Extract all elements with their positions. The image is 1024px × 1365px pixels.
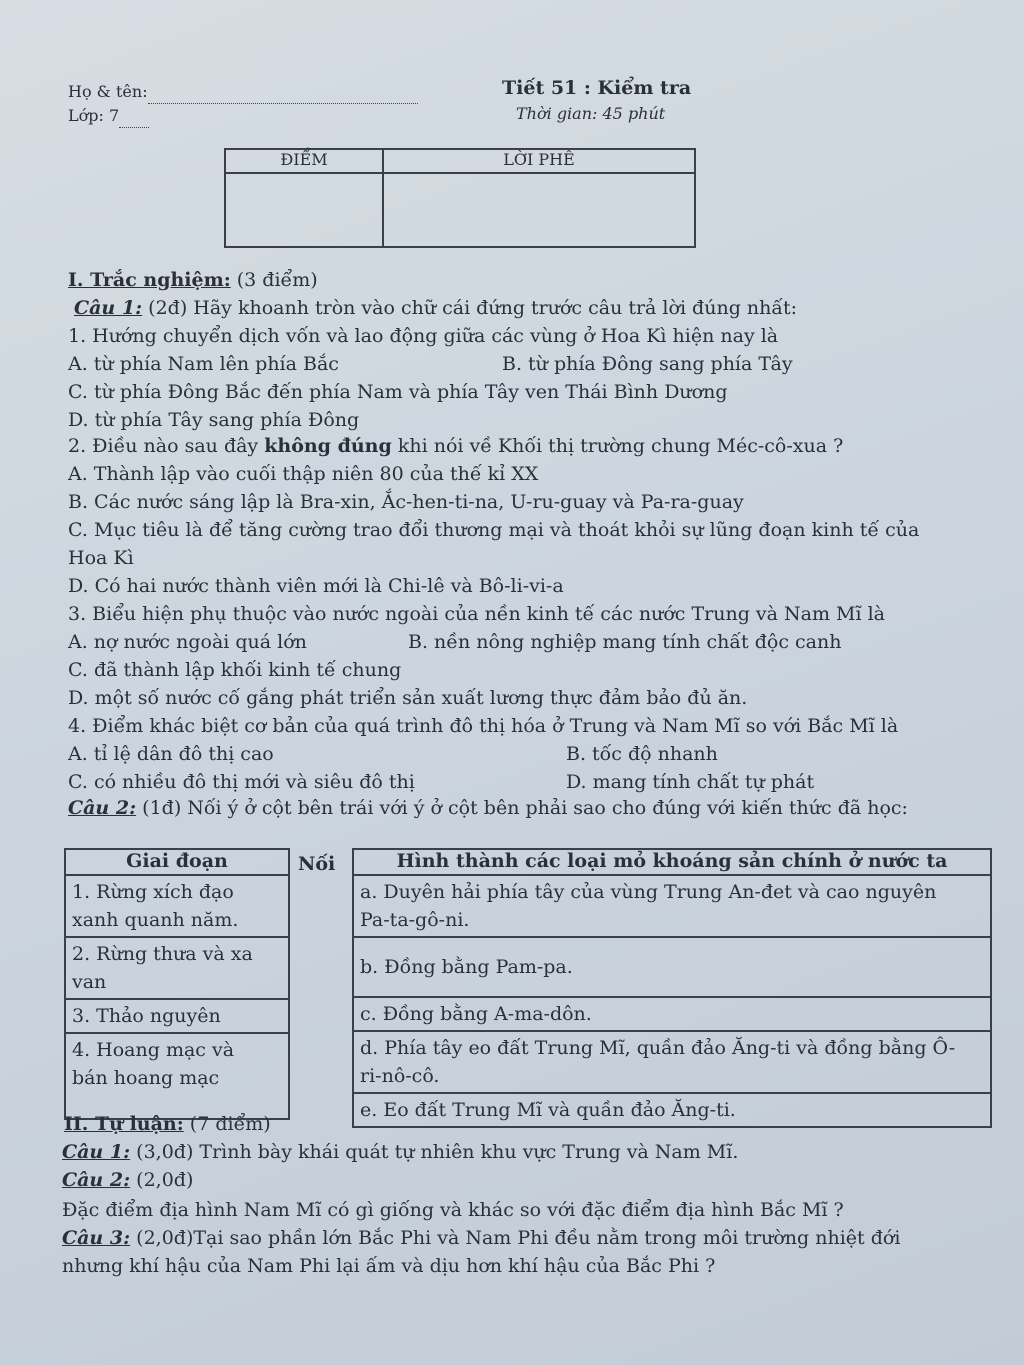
right-item-c[interactable] (353, 997, 991, 1031)
right-item-d-line2: ri-nô-cô. (360, 1065, 440, 1087)
comment-header: LỜI PHÊ (383, 149, 695, 173)
right-item-e-line1: e. Eo đất Trung Mĩ và quần đảo Ăng-ti. (360, 1099, 736, 1121)
essay-q2 (62, 1168, 193, 1192)
exam-title: Tiết 51 : Kiểm tra (502, 77, 692, 99)
essay-q2-body: Đặc điểm địa hình Nam Mĩ có gì giống và khác so với đặc điểm địa hình Bắc Mĩ ? (62, 1199, 844, 1221)
option-2c-cont: Hoa Kì (68, 547, 134, 569)
essay-q3-label: Câu 3: (62, 1227, 131, 1249)
left-item-4-line2: bán hoang mạc (72, 1067, 220, 1089)
question-4: 4. Điểm khác biệt cơ bản của quá trình đô thị hóa ở Trung và Nam Mĩ so với Bắc Mĩ là (68, 715, 899, 737)
right-item-d[interactable] (353, 1031, 991, 1093)
right-item-a-line2: Pa-ta-gô-ni. (360, 909, 470, 931)
essay-q2-label: Câu 2: (62, 1169, 131, 1191)
q1-instruction (74, 296, 797, 320)
option-1a[interactable]: A. từ phía Nam lên phía Bắc (68, 353, 339, 375)
exam-time: Thời gian: 45 phút (516, 104, 666, 123)
option-1d[interactable]: D. từ phía Tây sang phía Đông (68, 409, 360, 431)
right-item-a[interactable] (353, 875, 991, 937)
part2-heading-line (64, 1112, 271, 1136)
left-header: Giai đoạn (65, 849, 289, 875)
right-item-a-line1: a. Duyên hải phía tây của vùng Trung An-đet và cao nguyên (360, 881, 937, 903)
option-3a[interactable]: A. nợ nước ngoài quá lớn (68, 631, 307, 653)
left-item-2-line1: 2. Rừng thưa và xa (72, 943, 253, 965)
class-field (68, 104, 149, 128)
question-3: 3. Biểu hiện phụ thuộc vào nước ngoài của nền kinh tế các nước Trung và Nam Mĩ là (68, 603, 885, 625)
right-item-e[interactable] (353, 1093, 991, 1127)
left-item-3-line1: 3. Thảo nguyên (72, 1005, 221, 1027)
connector-label: Nối (298, 853, 336, 875)
q1-label: Câu 1: (74, 297, 143, 319)
grade-table (224, 148, 696, 248)
option-1b[interactable]: B. từ phía Đông sang phía Tây (502, 353, 793, 375)
part1-heading-line (68, 268, 318, 292)
essay-q2-text: (2,0đ) (136, 1169, 194, 1191)
part1-points: (3 điểm) (236, 269, 318, 291)
part1-heading: I. Trắc nghiệm: (68, 269, 231, 291)
right-item-b-line1: b. Đồng bằng Pam-pa. (360, 956, 573, 978)
essay-q3-body: nhưng khí hậu của Nam Phi lại ấm và dịu hơn khí hậu của Bắc Phi ? (62, 1255, 716, 1277)
matching-left-table (64, 848, 290, 1120)
q2-instruction (68, 796, 908, 820)
left-item-1[interactable] (65, 875, 289, 937)
left-item-2-line2: van (72, 971, 107, 993)
question-2-emphasis: không đúng (264, 435, 392, 457)
name-blank[interactable] (148, 103, 418, 104)
class-blank[interactable] (119, 127, 149, 128)
score-header: ĐIỂM (225, 149, 383, 173)
q1-text: (2đ) Hãy khoanh tròn vào chữ cái đứng trước câu trả lời đúng nhất: (148, 297, 798, 319)
option-2c[interactable]: C. Mục tiêu là để tăng cường trao đổi thương mại và thoát khỏi sự lũng đoạn kinh tế của (68, 519, 920, 541)
left-item-3[interactable] (65, 999, 289, 1033)
left-item-1-line1: 1. Rừng xích đạo (72, 881, 234, 903)
q2-label: Câu 2: (68, 797, 137, 819)
option-4d[interactable]: D. mang tính chất tự phát (566, 771, 815, 793)
essay-q3 (62, 1226, 900, 1250)
right-item-c-line1: c. Đồng bằng A-ma-dôn. (360, 1003, 592, 1025)
question-2 (68, 434, 843, 458)
left-item-4[interactable] (65, 1033, 289, 1119)
name-label: Họ & tên: (68, 82, 148, 101)
q2-text: (1đ) Nối ý ở cột bên trái với ý ở cột bên phải sao cho đúng với kiến thức đã học: (142, 797, 908, 819)
essay-q1-text: (3,0đ) Trình bày khái quát tự nhiên khu vực Trung và Nam Mĩ. (136, 1141, 739, 1163)
part2-points: (7 điểm) (189, 1113, 271, 1135)
right-item-b[interactable] (353, 937, 991, 997)
name-field (68, 80, 418, 104)
left-item-2[interactable] (65, 937, 289, 999)
question-2-end: khi nói về Khối thị trường chung Méc-cô-xua ? (397, 435, 844, 457)
option-4c[interactable]: C. có nhiều đô thị mới và siêu đô thị (68, 771, 415, 793)
essay-q1-label: Câu 1: (62, 1141, 131, 1163)
question-1: 1. Hướng chuyển dịch vốn và lao động giữa các vùng ở Hoa Kì hiện nay là (68, 325, 779, 347)
option-3d[interactable]: D. một số nước cố gắng phát triển sản xuất lương thực đảm bảo đủ ăn. (68, 687, 748, 709)
option-2a[interactable]: A. Thành lập vào cuối thập niên 80 của thế kỉ XX (68, 463, 539, 485)
class-label: Lớp: 7 (68, 106, 120, 125)
right-item-d-line1: d. Phía tây eo đất Trung Mĩ, quần đảo Ăng-ti và đồng bằng Ô- (360, 1037, 956, 1059)
option-2d[interactable]: D. Có hai nước thành viên mới là Chi-lê và Bô-li-vi-a (68, 575, 564, 597)
option-3c[interactable]: C. đã thành lập khối kinh tế chung (68, 659, 402, 681)
score-cell[interactable] (225, 173, 383, 247)
part2-heading: II. Tự luận: (64, 1113, 184, 1135)
essay-q3-text: (2,0đ)Tại sao phần lớn Bắc Phi và Nam Phi đều nằm trong môi trường nhiệt đới (136, 1227, 901, 1249)
option-2b[interactable]: B. Các nước sáng lập là Bra-xin, Ắc-hen-ti-na, U-ru-guay và Pa-ra-guay (68, 491, 744, 513)
question-2-start: 2. Điều nào sau đây (68, 435, 259, 457)
left-item-1-line2: xanh quanh năm. (72, 909, 239, 931)
option-3b[interactable]: B. nền nông nghiệp mang tính chất độc canh (408, 631, 842, 653)
right-header: Hình thành các loại mỏ khoáng sản chính ở nước ta (353, 849, 991, 875)
left-item-4-line1: 4. Hoang mạc và (72, 1039, 235, 1061)
option-4b[interactable]: B. tốc độ nhanh (566, 743, 718, 765)
matching-right-table (352, 848, 992, 1128)
option-1c[interactable]: C. từ phía Đông Bắc đến phía Nam và phía Tây ven Thái Bình Dương (68, 381, 728, 403)
essay-q1 (62, 1140, 738, 1164)
comment-cell[interactable] (383, 173, 695, 247)
option-4a[interactable]: A. tỉ lệ dân đô thị cao (68, 743, 274, 765)
